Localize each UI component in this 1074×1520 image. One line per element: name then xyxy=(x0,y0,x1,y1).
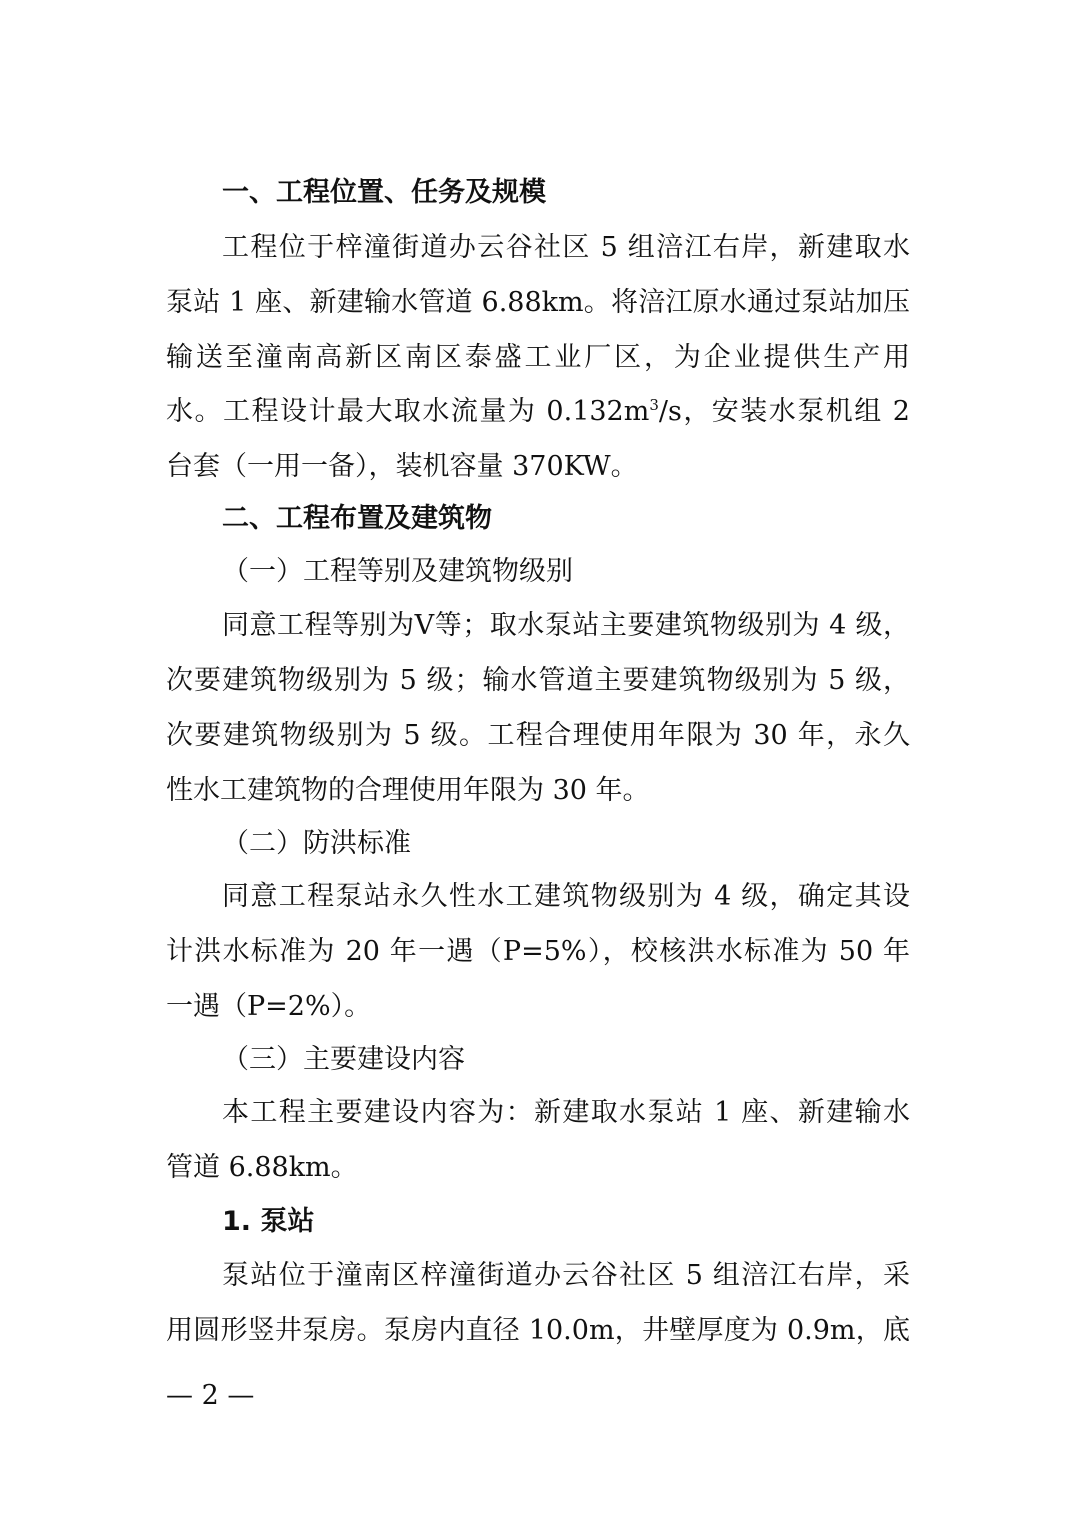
paragraph-line: 次要建筑物级别为 5 级。工程合理使用年限为 30 年，永久 xyxy=(166,720,910,751)
paragraph-line: 工程位于梓潼街道办云谷社区 5 组涪江右岸，新建取水 xyxy=(222,232,910,263)
paragraph-line: 泵站位于潼南区梓潼街道办云谷社区 5 组涪江右岸，采 xyxy=(222,1260,910,1291)
superscript: 3 xyxy=(649,396,659,414)
paragraph-line: 管道 6.88km。 xyxy=(166,1152,358,1183)
paragraph-line: 泵站 1 座、新建输水管道 6.88km。将涪江原水通过泵站加压 xyxy=(166,287,910,318)
paragraph-line: 同意工程等别为Ⅴ等；取水泵站主要建筑物级别为 4 级， xyxy=(222,610,910,641)
text-run: 水。工程设计最大取水流量为 0.132m xyxy=(166,396,650,427)
paragraph-line: 用圆形竖井泵房。泵房内直径 10.0m，井壁厚度为 0.9m，底 xyxy=(166,1315,910,1346)
paragraph-line: 次要建筑物级别为 5 级；输水管道主要建筑物级别为 5 级， xyxy=(166,665,910,696)
paragraph-line-with-superscript xyxy=(166,392,910,432)
subsection-heading: （三）主要建设内容 xyxy=(222,1044,465,1075)
subsection-heading: （二）防洪标准 xyxy=(222,828,411,859)
section-heading-2: 二、工程布置及建筑物 xyxy=(222,503,492,534)
item-heading: 1. 泵站 xyxy=(222,1206,315,1237)
paragraph-line: 输送至潼南高新区南区泰盛工业厂区，为企业提供生产用 xyxy=(166,342,910,373)
paragraph-line: 计洪水标准为 20 年一遇（P=5%），校核洪水标准为 50 年 xyxy=(166,936,910,967)
section-heading-1: 一、工程位置、任务及规模 xyxy=(222,177,546,208)
paragraph-line: 性水工建筑物的合理使用年限为 30 年。 xyxy=(166,775,650,806)
paragraph-line: 台套（一用一备），装机容量 370KW。 xyxy=(166,451,638,482)
text-run: /s，安装水泵机组 2 xyxy=(658,396,910,427)
paragraph-line: 一遇（P=2%）。 xyxy=(166,991,372,1022)
subsection-heading: （一）工程等别及建筑物级别 xyxy=(222,556,573,587)
paragraph-line: 同意工程泵站永久性水工建筑物级别为 4 级，确定其设 xyxy=(222,881,910,912)
paragraph-line: 本工程主要建设内容为：新建取水泵站 1 座、新建输水 xyxy=(222,1097,910,1128)
page-number: — 2 — xyxy=(166,1380,255,1411)
